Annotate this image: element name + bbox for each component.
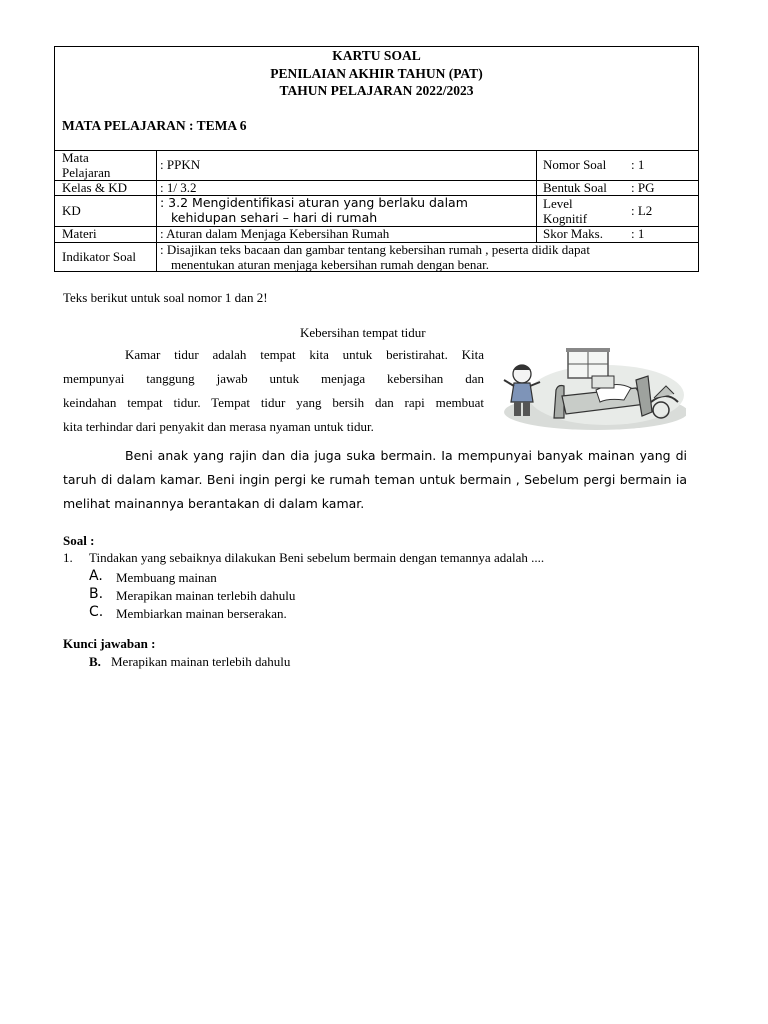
card-subtitle-pat: PENILAIAN AKHIR TAHUN (PAT) bbox=[270, 66, 483, 81]
option-b-letter: B. bbox=[89, 586, 104, 602]
nomor-soal-value: : 1 bbox=[631, 157, 645, 172]
paragraph-1-line: keindahan tempat tidur. Tempat tidur yang bersih dan rapi membuat bbox=[63, 395, 484, 410]
materi-label: Materi bbox=[62, 226, 97, 241]
question-heading: Soal : bbox=[63, 533, 95, 548]
reading-title: Kebersihan tempat tidur bbox=[300, 325, 426, 340]
indikator-label: Indikator Soal bbox=[62, 249, 137, 264]
level-label-1: Level bbox=[543, 196, 573, 211]
level-value: : L2 bbox=[631, 203, 653, 218]
kelas-value: : 1/ 3.2 bbox=[160, 180, 197, 195]
subject-heading: MATA PELAJARAN : TEMA 6 bbox=[62, 118, 247, 133]
bentuk-soal-label: Bentuk Soal bbox=[543, 180, 607, 195]
paragraph-1-line: mempunyai tanggung jawab untuk menjaga kebersihan dan bbox=[63, 371, 484, 386]
card-title: KARTU SOAL bbox=[332, 48, 421, 63]
indikator-value-line2: menentukan aturan menjaga kebersihan rumah dengan benar. bbox=[171, 257, 490, 272]
kd-value-line2: kehidupan sehari – hari di rumah bbox=[171, 210, 378, 225]
skor-value: : 1 bbox=[631, 226, 645, 241]
table-rule bbox=[55, 150, 698, 151]
answer-heading: Kunci jawaban : bbox=[63, 636, 156, 651]
option-a-text: Membuang mainan bbox=[116, 570, 217, 585]
card-subtitle-year: TAHUN PELAJARAN 2022/2023 bbox=[279, 83, 474, 98]
paragraph-2-line: melihat mainannya berantakan di dalam kamar. bbox=[63, 496, 365, 511]
mapel-label-2: Pelajaran bbox=[62, 165, 111, 180]
kd-label: KD bbox=[62, 203, 81, 218]
kelas-label: Kelas & KD bbox=[62, 180, 127, 195]
table-col-rule bbox=[536, 150, 537, 242]
paragraph-1-line: Kamar tidur adalah tempat kita untuk beristirahat. Kita bbox=[125, 347, 484, 362]
mapel-label-1: Mata bbox=[62, 150, 89, 165]
skor-label: Skor Maks. bbox=[543, 226, 603, 241]
indikator-value-line1: : Disajikan teks bacaan dan gambar tentang kebersihan rumah , peserta didik dapat bbox=[160, 242, 590, 257]
answer-letter: B. bbox=[89, 654, 101, 669]
level-label-2: Kognitif bbox=[543, 211, 588, 226]
mapel-value: : PPKN bbox=[160, 157, 201, 172]
paragraph-2-line: Beni anak yang rajin dan dia juga suka bermain. Ia mempunyai banyak mainan yang di bbox=[125, 448, 687, 463]
question-text: Tindakan yang sebaiknya dilakukan Beni sebelum bermain dengan temannya adalah .... bbox=[89, 550, 545, 565]
intro-text: Teks berikut untuk soal nomor 1 dan 2! bbox=[63, 290, 268, 305]
option-c-letter: C. bbox=[89, 604, 104, 620]
table-col-rule bbox=[156, 150, 157, 272]
option-b-text: Merapikan mainan terlebih dahulu bbox=[116, 588, 296, 603]
boy-messy-bedroom-illustration bbox=[496, 340, 686, 430]
option-a-letter: A. bbox=[89, 568, 103, 584]
materi-value: : Aturan dalam Menjaga Kebersihan Rumah bbox=[160, 226, 390, 241]
reading-paragraph-2 bbox=[63, 444, 687, 516]
paragraph-2-line: taruh di dalam kamar. Beni ingin pergi ke rumah teman untuk bermain , Sebelum pergi bermain ia bbox=[63, 472, 687, 487]
option-c-text: Membiarkan mainan berserakan. bbox=[116, 606, 287, 621]
bentuk-soal-value: : PG bbox=[631, 180, 655, 195]
paragraph-1-line: kita terhindar dari penyakit dan merasa nyaman untuk tidur. bbox=[63, 419, 374, 434]
question-card-table bbox=[54, 46, 699, 272]
nomor-soal-label: Nomor Soal bbox=[543, 157, 607, 172]
reading-paragraph-1 bbox=[63, 343, 484, 439]
answer-text: Merapikan mainan terlebih dahulu bbox=[111, 654, 291, 669]
question-number: 1. bbox=[63, 550, 73, 565]
kd-value-line1: : 3.2 Mengidentifikasi aturan yang berlaku dalam bbox=[160, 195, 468, 210]
